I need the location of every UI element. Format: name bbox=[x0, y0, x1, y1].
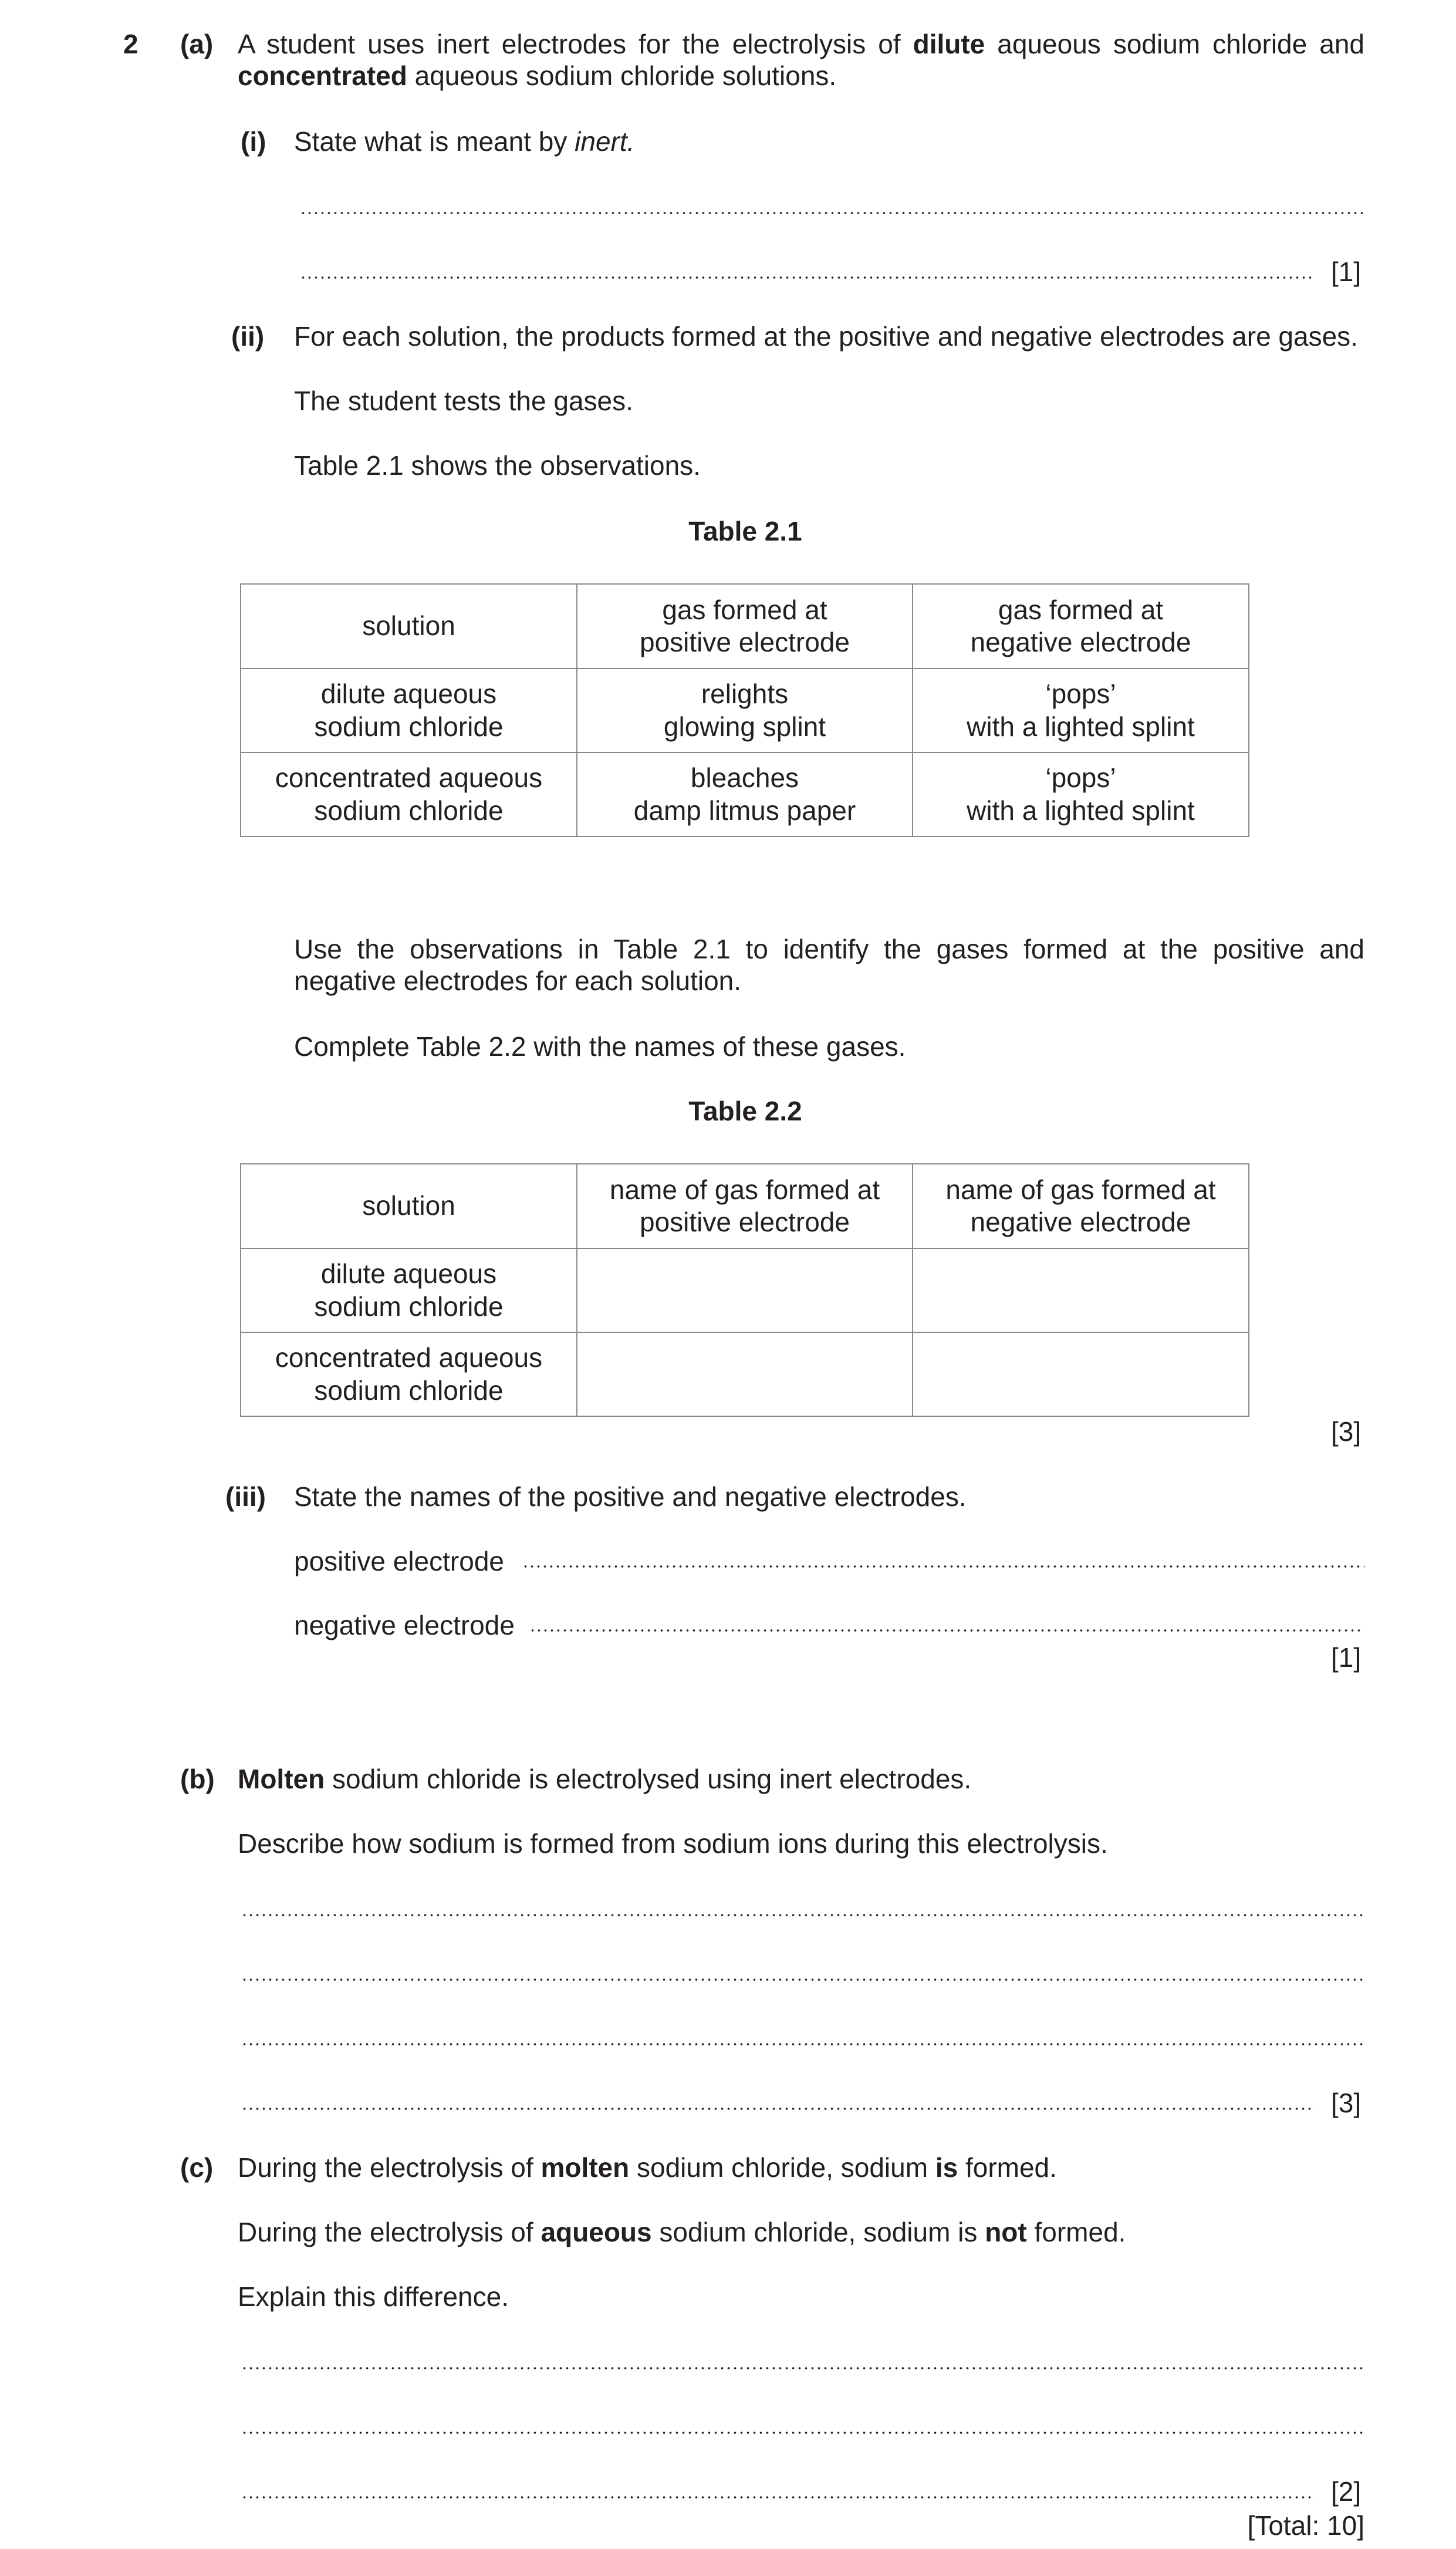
answer-cell[interactable] bbox=[577, 1248, 913, 1332]
answer-line[interactable] bbox=[241, 2367, 1364, 2369]
negative-electrode-label: negative electrode bbox=[294, 1610, 515, 1640]
part-c-line2: During the electrolysis of aqueous sodium chloride, sodium is not formed. bbox=[238, 2217, 1126, 2247]
marks-a-i: [1] bbox=[1331, 256, 1362, 287]
part-c-line1: During the electrolysis of molten sodium chloride, sodium is formed. bbox=[238, 2152, 1057, 2183]
marks-c: [2] bbox=[1331, 2476, 1362, 2507]
answer-line[interactable] bbox=[241, 2108, 1315, 2110]
table-cell: concentrated aqueous sodium chloride bbox=[241, 1332, 577, 1416]
part-a-iii-question: State the names of the positive and negative electrodes. bbox=[294, 1481, 967, 1512]
table-2-2-header-row bbox=[241, 1164, 1249, 1248]
table-header-cell: name of gas formed at positive electrode bbox=[577, 1164, 913, 1248]
table-2-1 bbox=[240, 583, 1249, 837]
table-header-cell: solution bbox=[241, 584, 577, 669]
table-cell: bleaches damp litmus paper bbox=[577, 752, 913, 836]
table-2-1-header-row bbox=[241, 584, 1249, 669]
table-cell: concentrated aqueous sodium chloride bbox=[241, 752, 577, 836]
table-header-cell: gas formed at negative electrode bbox=[913, 584, 1249, 669]
answer-line[interactable] bbox=[241, 2496, 1315, 2499]
table-cell: ‘pops’ with a lighted splint bbox=[913, 669, 1249, 752]
part-a-ii-line1: For each solution, the products formed at the positive and negative electrodes are gases. bbox=[294, 321, 1358, 352]
part-c-line3: Explain this difference. bbox=[238, 2281, 509, 2312]
part-b-line1: Molten sodium chloride is electrolysed using inert electrodes. bbox=[238, 1764, 972, 1794]
part-a-ii-label: (ii) bbox=[231, 321, 265, 352]
answer-cell[interactable] bbox=[913, 1332, 1249, 1416]
part-a-i-label: (i) bbox=[241, 126, 266, 157]
part-a-ii-line2: The student tests the gases. bbox=[294, 386, 633, 416]
total-marks: [Total: 10] bbox=[1247, 2510, 1364, 2541]
answer-line[interactable] bbox=[241, 1979, 1364, 1981]
negative-electrode-answer-line[interactable] bbox=[529, 1629, 1364, 1632]
table-cell: dilute aqueous sodium chloride bbox=[241, 669, 577, 752]
positive-electrode-label: positive electrode bbox=[294, 1546, 504, 1576]
marks-a-ii: [3] bbox=[1331, 1416, 1362, 1447]
part-c-label: (c) bbox=[180, 2152, 214, 2183]
answer-line[interactable] bbox=[300, 276, 1315, 279]
part-a-ii-instruction-1: Use the observations in Table 2.1 to identify the gases formed at the positive and negative electrodes for each solution. bbox=[294, 934, 1364, 997]
answer-line[interactable] bbox=[241, 1914, 1364, 1916]
table-header-cell: solution bbox=[241, 1164, 577, 1248]
positive-electrode-answer-line[interactable] bbox=[522, 1565, 1364, 1568]
table-header-cell: name of gas formed at negative electrode bbox=[913, 1164, 1249, 1248]
marks-b: [3] bbox=[1331, 2088, 1362, 2118]
part-b-label: (b) bbox=[180, 1764, 215, 1794]
table-row bbox=[241, 1332, 1249, 1416]
table-row bbox=[241, 669, 1249, 752]
part-b-line2: Describe how sodium is formed from sodium ions during this electrolysis. bbox=[238, 1828, 1108, 1859]
answer-line[interactable] bbox=[241, 2043, 1364, 2045]
question-number: 2 bbox=[123, 29, 138, 59]
answer-cell[interactable] bbox=[577, 1332, 913, 1416]
answer-line[interactable] bbox=[241, 2432, 1364, 2434]
table-2-1-caption: Table 2.1 bbox=[688, 516, 802, 546]
table-header-cell: gas formed at positive electrode bbox=[577, 584, 913, 669]
table-row bbox=[241, 752, 1249, 836]
table-cell: relights glowing splint bbox=[577, 669, 913, 752]
part-a-ii-line3: Table 2.1 shows the observations. bbox=[294, 450, 701, 481]
table-2-2 bbox=[240, 1163, 1249, 1417]
table-row bbox=[241, 1248, 1249, 1332]
marks-a-iii: [1] bbox=[1331, 1642, 1362, 1673]
table-cell: dilute aqueous sodium chloride bbox=[241, 1248, 577, 1332]
answer-line[interactable] bbox=[300, 212, 1364, 214]
table-cell: ‘pops’ with a lighted splint bbox=[913, 752, 1249, 836]
part-a-intro: A student uses inert electrodes for the electrolysis of dilute aqueous sodium chloride and concentrated aqueous sodium chloride solutions. bbox=[238, 29, 1364, 92]
answer-cell[interactable] bbox=[913, 1248, 1249, 1332]
part-a-i-question: State what is meant by inert. bbox=[294, 126, 635, 157]
part-a-label: (a) bbox=[180, 29, 214, 59]
part-a-iii-label: (iii) bbox=[225, 1481, 266, 1512]
table-2-2-caption: Table 2.2 bbox=[688, 1096, 802, 1126]
part-a-ii-instruction-2: Complete Table 2.2 with the names of these gases. bbox=[294, 1031, 906, 1062]
